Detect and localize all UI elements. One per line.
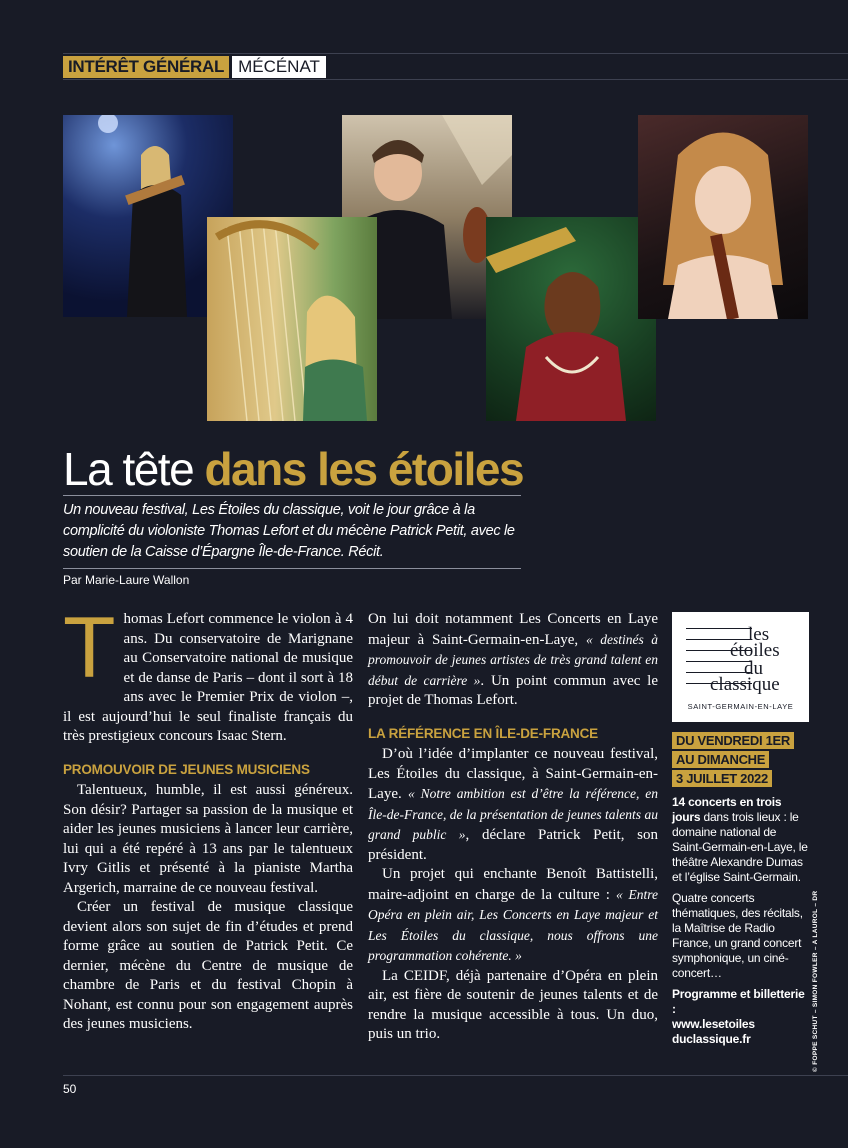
drop-cap: T [63,600,116,696]
festival-info [672,795,809,1047]
top-rule [63,53,848,54]
rubric-label: INTÉRÊT GÉNÉRAL [63,56,229,78]
logo-word: les [748,624,770,645]
bottom-rule [63,1075,848,1076]
page-number: 50 [63,1082,77,1096]
festival-url: www.lesetoiles duclassique.fr [672,1017,755,1046]
paragraph: La CEIDF, déjà partenaire d’Opéra en plein air, est fière de soutenir de jeunes talents et de rendre la musique accessible à tous. Un duo, puis un trio. [368,967,658,1042]
info-paragraph: Quatre concerts thématiques, des récitals, la Maîtrise de Radio France, un grand concert symphonique, un ciné-concert… [672,891,803,980]
title-rule [63,495,521,496]
festival-sidebar [672,612,809,1053]
byline: Par Marie-Laure Wallon [63,573,190,587]
festival-logo [672,612,809,722]
logo-word: du [744,658,763,679]
title-accent: dans les étoiles [204,443,524,495]
logo-word: étoiles [730,640,780,661]
photo-harpist [207,217,377,421]
logo-place: SAINT-GERMAIN-EN-LAYE [687,702,794,711]
date-line: 3 JUILLET 2022 [672,770,772,787]
info-paragraph: Programme et billetterie : www.lesetoiles duclassique.fr [672,987,805,1046]
subheading: LA RÉFÉRENCE EN ÎLE-DE-FRANCE [368,725,598,741]
quote: « Notre ambition est d’être la référence, en Île-de-France, de la présentation de jeunes talents au grand public » [368,786,658,842]
paragraph: D’où l’idée d’implanter ce nouveau festival, Les Étoiles du classique, à Saint-Germain-en-Laye. « Notre ambition est d’être la référence, en Île-de-France, de la présentation de jeunes talents au grand public », déclare Patrick Petit, son président. [368,746,659,863]
section-label: MÉCÉNAT [232,56,326,78]
subheading: PROMOUVOIR DE JEUNES MUSICIENS [63,761,310,777]
title-plain: La tête [63,443,205,495]
article-column-2 [368,610,658,1045]
paragraph: homas Lefort commence le violon à 4 ans. Du conservatoire de Marignane au Conservatoire national de musique et de danse de Paris – dont il sort à 18 ans avec le Premier Prix de violon –, il est aujourd’hui le seul finaliste français du très prestigieux concours Isaac Stern. [63,611,353,744]
quote: « destinés à promouvoir de jeunes artistes de très grand talent en début de carrière » [368,631,658,688]
article-title [63,443,523,495]
section-rubric [63,56,326,78]
photo-trumpeter [486,217,656,421]
top-rule-lower [63,79,848,80]
paragraph: Un projet qui enchante Benoît Battistelli, maire-adjoint en charge de la culture : « Entre Opéra en plein air, Les Concerts en Laye majeur et Les Étoiles du classique, nous offrons une programmation cohérente. » [368,866,658,963]
paragraph: Créer un festival de musique classique devient alors son sujet de fin d’études et prend forme grâce au soutien de Patrick Petit. Ce dernier, mécène du Centre de musique de chambre de Paris et du festival Chopin à Nohant, est connu pour son engagement auprès des jeunes musiciens. [63,899,353,1032]
info-paragraph: 14 concerts en trois jours dans trois lieux : le domaine national de Saint-Germain-en-Laye, le théâtre Alexandre Dumas et l’église Saint-Germain. [672,795,808,884]
standfirst-rule [63,568,521,569]
standfirst: Un nouveau festival, Les Étoiles du classique, voit le jour grâce à la complicité du violoniste Thomas Lefort et du mécène Patrick Petit, avec le soutien de la Caisse d’Épargne Île-de-France. Récit. [63,502,515,560]
date-line: AU DIMANCHE [672,751,769,768]
article-column-1 [63,600,353,1035]
quote: « Entre Opéra en plein air, Les Concerts en Laye majeur et Les Étoiles du classique, nous offrons une programmation cohérente. » [368,886,658,963]
paragraph: Talentueux, humble, il est aussi généreux. Son désir? Partager sa passion de la musique et aider les jeunes musiciens à lancer leur carrière, lui qui a été repéré à 13 ans par le talentueux Ivry Gitlis et présenté à la pianiste Martha Argerich, marraine de ce nouveau festival. [63,782,353,896]
festival-dates [672,732,809,789]
paragraph: On lui doit notamment Les Concerts en Laye majeur à Saint-Germain-en-Laye, « destinés à promouvoir de jeunes artistes de très grand talent en début de carrière ». Un point commun avec le projet de Thomas Lefort. [368,611,658,708]
photo-credit: © FOPPE SCHUT – SIMON FOWLER – A LAUROL – DR [812,890,819,1072]
photo-violinist-woman [638,115,808,319]
logo-word: classique [710,674,780,695]
date-line: DU VENDREDI 1ER [672,732,794,749]
